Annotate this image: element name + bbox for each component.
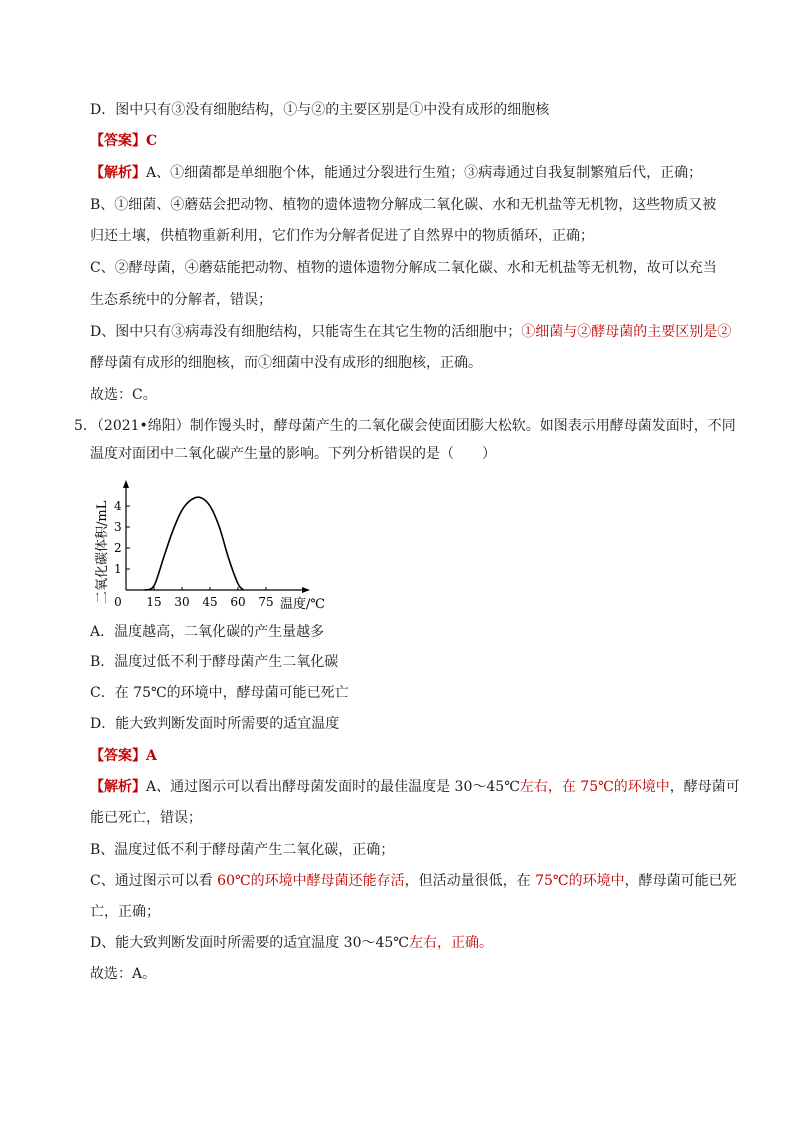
q5-analysis-row-2: B、温度过低不利于酵母菌产生二氧化碳，正确； [90, 842, 395, 858]
analysis-text: ，酵母菌可能已死 [624, 873, 737, 889]
analysis-highlight: 左右，在 75℃的环境中 [519, 779, 670, 795]
q5-conclusion: 故选：A。 [90, 966, 157, 982]
analysis-text: ，但活动量很低，在 [404, 873, 536, 889]
x-tick-label: 30 [174, 595, 190, 609]
x-tick-label: 75 [258, 595, 274, 609]
co2-curve [145, 497, 244, 590]
question-stem-b: 温度对面团中二氧化碳产生量的影响。下列分析错误的是（ ） [90, 446, 496, 462]
answer-row [90, 746, 157, 766]
q5-analysis-row-1b: 能已死亡，错误； [90, 810, 202, 826]
x-axis-label: 温度/℃ [280, 597, 325, 612]
y-axis-label-text: 二氧化碳体积/mL [95, 500, 110, 604]
analysis-row-1 [90, 163, 702, 183]
analysis-text: D、图中只有③病毒没有细胞结构，只能寄生在其它生物的活细胞中； [90, 324, 522, 340]
y-tick-label: 3 [114, 520, 122, 534]
y-axis-label [94, 500, 110, 604]
answer-label: 【答案】 [90, 748, 146, 764]
q5-analysis-row-1a [90, 777, 740, 797]
option-d: D．能大致判断发面时所需要的适宜温度 [90, 716, 340, 732]
analysis-row-4b: 酵母菌有成形的细胞核，而①细菌中没有成形的细胞核，正确。 [90, 355, 482, 371]
x-tick-label: 15 [146, 595, 162, 609]
analysis-label: 【解析】 [90, 779, 146, 795]
q5-analysis-row-3b: 亡，正确； [90, 904, 160, 920]
analysis-text: C、通过图示可以看 [90, 873, 218, 889]
analysis-text: D、能大致判断发面时所需要的适宜温度 30～45℃ [90, 935, 409, 951]
option-b: B．温度过低不利于酵母菌产生二氧化碳 [90, 654, 339, 670]
analysis-text: A、①细菌都是单细胞个体，能通过分裂进行生殖；③病毒通过自我复制繁殖后代，正确； [146, 165, 703, 181]
y-axis-arrow [123, 480, 129, 488]
analysis-highlight: 75℃的环境中 [535, 873, 625, 889]
analysis-highlight: 60℃的环境中酵母菌还能存活 [217, 873, 405, 889]
y-tick-label: 2 [114, 541, 122, 555]
y-tick-label: 1 [114, 562, 122, 576]
option-c: C．在 75℃的环境中，酵母菌可能已死亡 [90, 685, 349, 701]
analysis-highlight: 左右，正确。 [408, 935, 493, 951]
x-tick-label: 60 [230, 595, 246, 609]
question-stem-a: 5．（2021•绵阳）制作馒头时，酵母菌产生的二氧化碳会使面团膨大松软。如图表示用酵母菌发面时，不同 [74, 418, 736, 434]
analysis-row-3b: 生态系统中的分解者，错误； [90, 292, 272, 308]
x-tick-label: 45 [202, 595, 218, 609]
analysis-row-2b: 归还土壤，供植物重新利用，它们作为分解者促进了自然界中的物质循环，正确； [90, 228, 594, 244]
analysis-highlight: ①细菌与②酵母菌的主要区别是② [521, 324, 732, 340]
analysis-row-4a [90, 322, 731, 342]
analysis-text: ，酵母菌可 [669, 779, 740, 795]
co2-temperature-chart [90, 470, 350, 615]
option-d-prev: D．图中只有③没有细胞结构，①与②的主要区别是①中没有成形的细胞核 [90, 102, 550, 118]
q5-analysis-row-4 [90, 933, 493, 953]
answer-value: C [146, 133, 158, 149]
answer-value: A [146, 748, 157, 764]
analysis-text: A、通过图示可以看出酵母菌发面时的最佳温度是 30～45℃ [146, 779, 520, 795]
answer-label: 【答案】 [90, 133, 146, 149]
answer-row-prev [90, 131, 157, 151]
analysis-row-3a: C、②酵母菌，④蘑菇能把动物、植物的遗体遗物分解成二氧化碳、水和无机盐等无机物，故可以充当 [90, 260, 717, 276]
x-tick-label: 0 [114, 595, 122, 609]
x-axis-arrow [302, 587, 310, 593]
option-a: A．温度越高，二氧化碳的产生量越多 [90, 624, 325, 640]
conclusion-prev: 故选：C。 [90, 387, 157, 403]
y-ticks [114, 499, 130, 576]
y-tick-label: 4 [114, 499, 122, 513]
q5-analysis-row-3a [90, 871, 737, 891]
analysis-row-2a: B、①细菌、④蘑菇会把动物、植物的遗体遗物分解成二氧化碳、水和无机盐等无机物，这些物质又被 [90, 197, 717, 213]
analysis-label: 【解析】 [90, 165, 146, 181]
